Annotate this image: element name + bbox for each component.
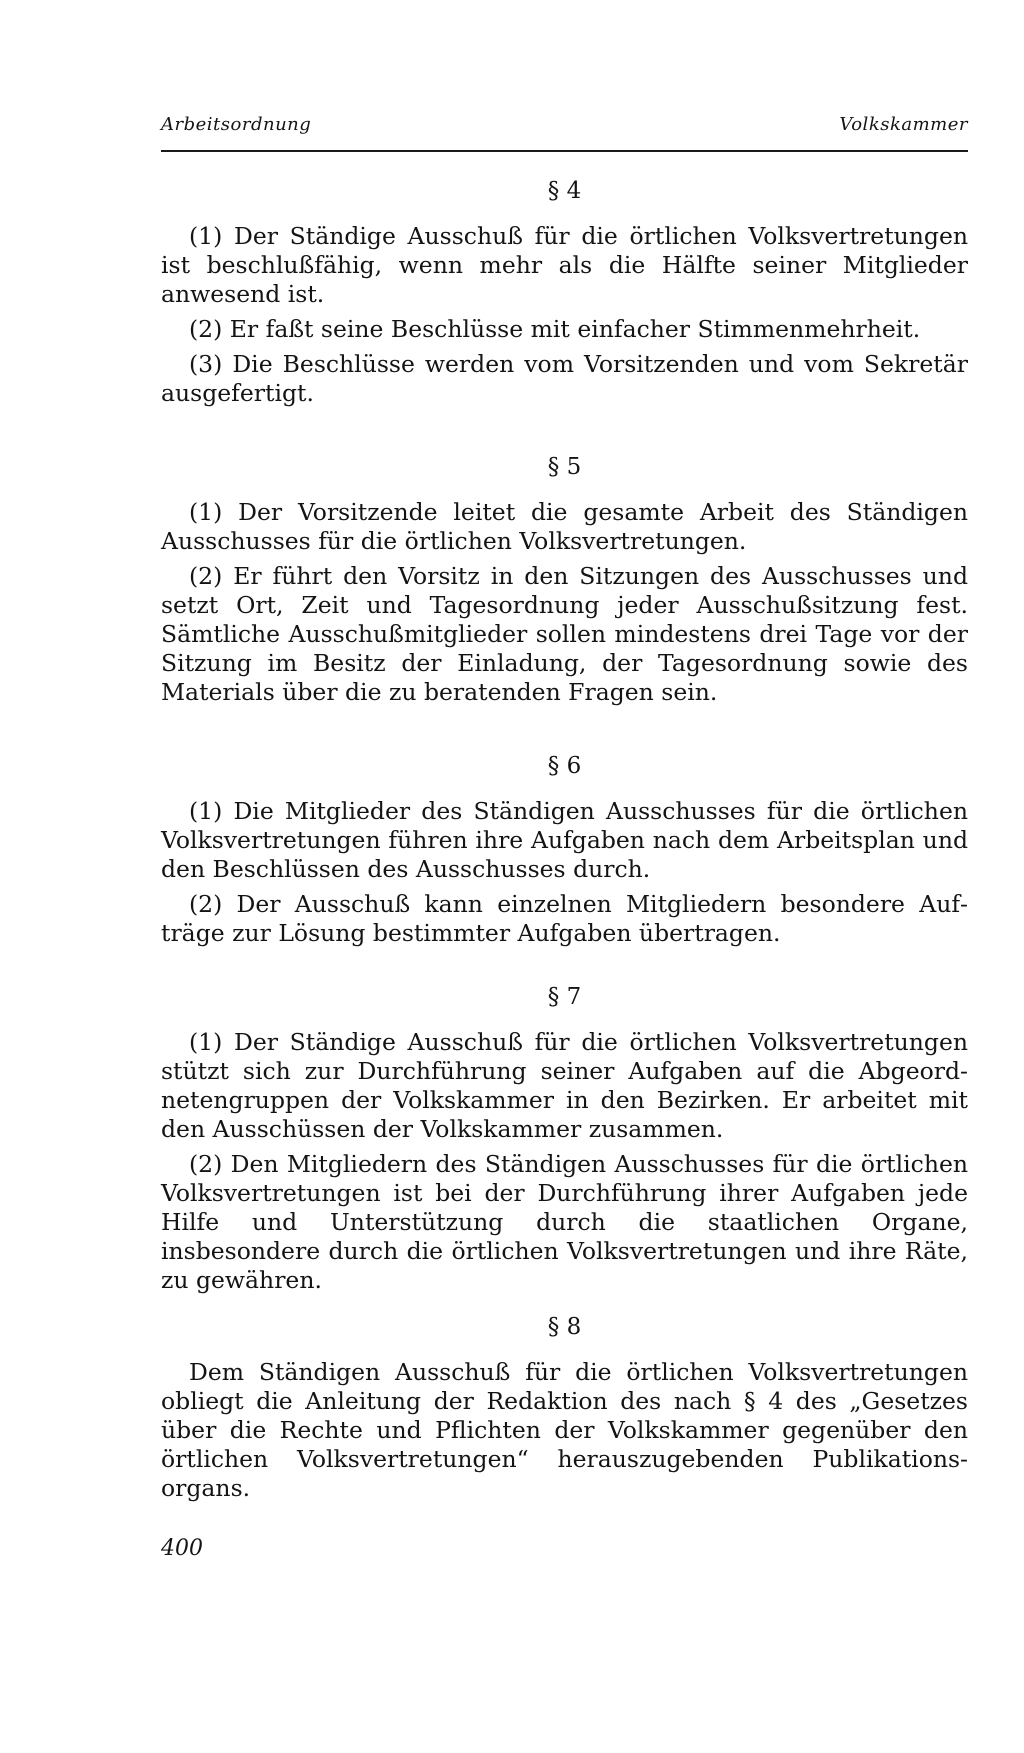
page-number: 400: [161, 1536, 203, 1561]
paragraph: (2) Der Ausschuß kann einzelnen Mitgliedern besondere Aufträge zur Lösung bestimmter Aufgaben übertragen.: [161, 890, 968, 947]
document-page: [161, 0, 968, 1753]
running-head-right: Volkskammer: [839, 114, 968, 135]
paragraph: (1) Der Vorsitzende leitet die gesamte Arbeit des Ständigen Ausschusses für die örtlichen Volksvertretungen.: [161, 498, 968, 555]
paragraph: (2) Er faßt seine Beschlüsse mit einfacher Stimmenmehrheit.: [189, 315, 921, 343]
section-5: [161, 450, 968, 713]
paragraph: (1) Der Ständige Ausschuß für die örtlichen Volksvertretungen ist beschlußfähig, wenn mehr als die Hälfte seiner Mitglieder anwesend ist.: [161, 222, 968, 308]
paragraph: (1) Der Ständige Ausschuß für die örtlichen Volksvertretungen stützt sich zur Durchführung seiner Aufgaben auf die Abgeordnetengruppen der Volkskammer in den Bezirken. Er arbeitet mit den Ausschüssen der Volkskammer zusammen.: [161, 1028, 968, 1143]
paragraph: (1) Die Mitglieder des Ständigen Ausschusses für die örtlichen Volksvertretungen führen ihre Aufgaben nach dem Arbeitsplan und den Beschlüssen des Ausschusses durch.: [161, 797, 968, 883]
section-title: § 8: [547, 1314, 582, 1340]
section-title: § 7: [547, 984, 582, 1010]
header-rule: [161, 150, 968, 152]
paragraph: (2) Er führt den Vorsitz in den Sitzungen des Ausschusses und setzt Ort, Zeit und Tagesordnung jeder Ausschußsitzung fest. Sämtliche Ausschußmitglieder sollen mindestens drei Tage vor der Sitzung im Besitz der Einladung, der Tagesordnung sowie des Materials über die zu beratenden Fragen sein.: [161, 562, 968, 706]
running-head-left: Arbeitsordnung: [161, 114, 312, 135]
paragraph: Dem Ständigen Ausschuß für die örtlichen Volksvertretungen obliegt die Anleitung der Redaktion des nach § 4 des „Gesetzes über die Rechte und Pflichten der Volkskammer gegenüber den örtlichen Volksvertretungen“ herauszugebenden Publikationsorgans.: [161, 1358, 968, 1502]
section-title: § 6: [547, 753, 582, 779]
running-head: [161, 114, 968, 144]
section-8: [161, 1310, 968, 1509]
section-6: [161, 749, 968, 954]
paragraph: (2) Den Mitgliedern des Ständigen Ausschusses für die örtlichen Volksvertretungen ist bei der Durchführung ihrer Aufgaben jede Hilfe und Unterstützung durch die staatlichen Organe, insbesondere durch die örtlichen Volksvertretungen und ihre Räte, zu gewähren.: [161, 1150, 968, 1294]
paragraph: (3) Die Beschlüsse werden vom Vorsitzenden und vom Sekretär ausgefertigt.: [161, 350, 968, 407]
section-7: [161, 980, 968, 1301]
section-title: § 5: [547, 454, 582, 480]
section-title: § 4: [547, 178, 582, 204]
section-4: [161, 174, 968, 414]
